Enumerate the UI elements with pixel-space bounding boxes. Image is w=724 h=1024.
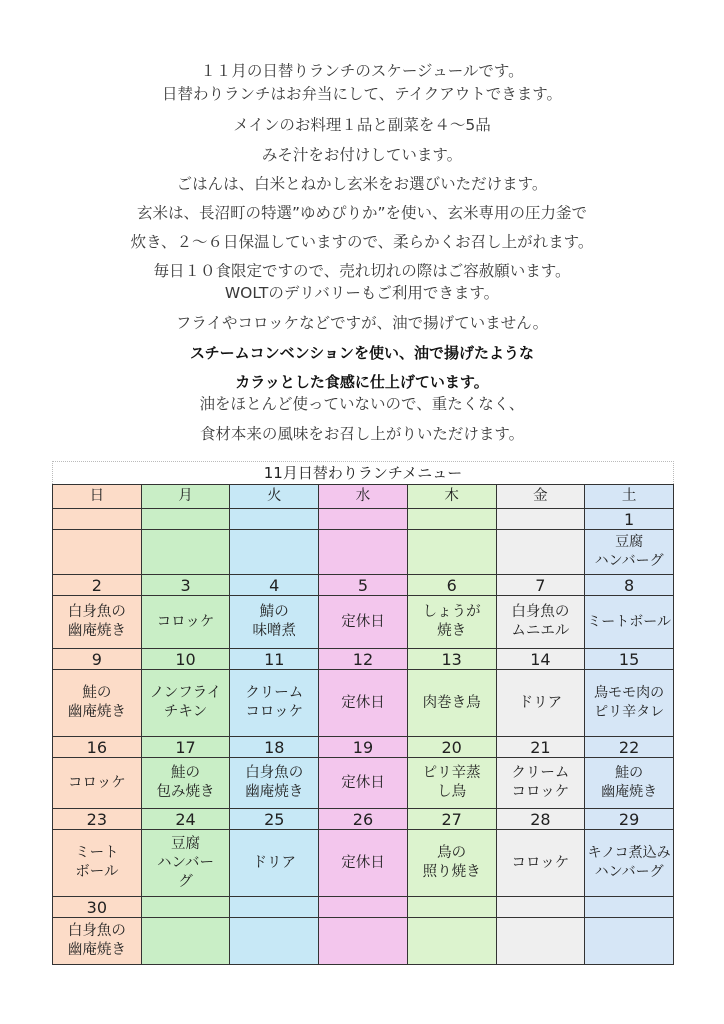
meal-row <box>53 670 674 737</box>
meal-cell <box>141 530 230 575</box>
day-number-row <box>53 575 674 596</box>
meal-cell: コロッケ <box>496 830 585 897</box>
meal-cell: 鳥モモ肉の ピリ辛タレ <box>585 670 674 737</box>
meal-cell: 鮭の 幽庵焼き <box>53 670 142 737</box>
day-number: 29 <box>585 809 674 830</box>
day-number <box>585 897 674 918</box>
meal-cell: キノコ煮込み ハンバーグ <box>585 830 674 897</box>
meal-row <box>53 830 674 897</box>
meal-row <box>53 758 674 809</box>
meal-row <box>53 596 674 649</box>
weekday-header: 土 <box>585 485 674 509</box>
intro-line: 日替わりランチはお弁当にして、テイクアウトできます。 <box>161 85 563 103</box>
meal-cell <box>496 918 585 965</box>
intro-line: １１月の日替りランチのスケージュールです。 <box>200 62 524 80</box>
weekday-header: 月 <box>141 485 230 509</box>
meal-cell <box>407 918 496 965</box>
day-number <box>319 897 408 918</box>
day-number: 11 <box>230 649 319 670</box>
intro-line: WOLTのデリバリーもご利用できます。 <box>224 284 500 302</box>
intro-line: メインのお料理１品と副菜を４～5品 <box>233 116 491 134</box>
meal-cell <box>230 530 319 575</box>
meal-cell: コロッケ <box>141 596 230 649</box>
meal-cell <box>319 530 408 575</box>
day-number <box>141 509 230 530</box>
meal-cell: コロッケ <box>53 758 142 809</box>
meal-row <box>53 530 674 575</box>
meal-cell: 定休日 <box>319 758 408 809</box>
meal-cell: ミート ボール <box>53 830 142 897</box>
meal-cell: 鮭の 包み焼き <box>141 758 230 809</box>
day-number <box>230 509 319 530</box>
meal-cell: ノンフライ チキン <box>141 670 230 737</box>
day-number: 18 <box>230 737 319 758</box>
day-number: 6 <box>407 575 496 596</box>
day-number: 16 <box>53 737 142 758</box>
day-number: 27 <box>407 809 496 830</box>
day-number: 23 <box>53 809 142 830</box>
day-number: 12 <box>319 649 408 670</box>
meal-cell: クリーム コロッケ <box>230 670 319 737</box>
meal-cell: ピリ辛蒸 し鳥 <box>407 758 496 809</box>
day-number-row <box>53 509 674 530</box>
meal-cell <box>53 530 142 575</box>
meal-cell: しょうが 焼き <box>407 596 496 649</box>
day-number: 2 <box>53 575 142 596</box>
menu-calendar <box>52 484 674 965</box>
meal-cell: 豆腐 ハンバー グ <box>141 830 230 897</box>
meal-cell: 肉巻き鳥 <box>407 670 496 737</box>
day-number <box>319 509 408 530</box>
intro-line: ごはんは、白米とねかし玄米をお選びいただけます。 <box>176 175 548 193</box>
meal-cell: 白身魚の ムニエル <box>496 596 585 649</box>
meal-cell <box>141 918 230 965</box>
weekday-header: 木 <box>407 485 496 509</box>
intro-line: 油をほとんど使っていないので、重たくなく、 <box>199 395 525 413</box>
lunch-menu <box>52 461 674 965</box>
menu-title: 11月日替わりランチメニュー <box>52 461 674 484</box>
meal-row <box>53 918 674 965</box>
meal-cell <box>585 918 674 965</box>
weekday-header-row <box>53 485 674 509</box>
day-number: 26 <box>319 809 408 830</box>
day-number: 19 <box>319 737 408 758</box>
day-number <box>230 897 319 918</box>
intro-line: カラッとした食感に仕上げています。 <box>235 373 489 391</box>
day-number-row <box>53 649 674 670</box>
intro-line: みそ汁をお付けしています。 <box>261 146 463 164</box>
meal-cell: 白身魚の 幽庵焼き <box>53 918 142 965</box>
day-number-row <box>53 809 674 830</box>
intro-line: 毎日１０食限定ですので、売れ切れの際はご容赦願います。 <box>153 262 571 280</box>
day-number: 24 <box>141 809 230 830</box>
intro-line: フライやコロッケなどですが、油で揚げていません。 <box>175 314 549 332</box>
meal-cell: 鳥の 照り焼き <box>407 830 496 897</box>
day-number <box>407 897 496 918</box>
meal-cell <box>319 918 408 965</box>
day-number: 9 <box>53 649 142 670</box>
meal-cell: クリーム コロッケ <box>496 758 585 809</box>
day-number: 17 <box>141 737 230 758</box>
weekday-header: 水 <box>319 485 408 509</box>
day-number: 7 <box>496 575 585 596</box>
day-number: 4 <box>230 575 319 596</box>
meal-cell: 白身魚の 幽庵焼き <box>53 596 142 649</box>
intro-line: 食材本来の風味をお召し上がりいただけます。 <box>199 425 525 443</box>
meal-cell: ミートボール <box>585 596 674 649</box>
meal-cell: 白身魚の 幽庵焼き <box>230 758 319 809</box>
day-number <box>496 897 585 918</box>
day-number-row <box>53 897 674 918</box>
day-number: 21 <box>496 737 585 758</box>
day-number <box>53 509 142 530</box>
meal-cell: ドリア <box>496 670 585 737</box>
day-number: 14 <box>496 649 585 670</box>
day-number: 5 <box>319 575 408 596</box>
weekday-header: 金 <box>496 485 585 509</box>
day-number: 10 <box>141 649 230 670</box>
meal-cell: 定休日 <box>319 670 408 737</box>
day-number: 1 <box>585 509 674 530</box>
meal-cell: 豆腐 ハンバーグ <box>585 530 674 575</box>
weekday-header: 火 <box>230 485 319 509</box>
day-number: 13 <box>407 649 496 670</box>
meal-cell <box>230 918 319 965</box>
meal-cell: 鯖の 味噌煮 <box>230 596 319 649</box>
intro-line: スチームコンベンションを使い、油で揚げたような <box>189 344 535 362</box>
meal-cell: 定休日 <box>319 830 408 897</box>
meal-cell <box>496 530 585 575</box>
day-number: 8 <box>585 575 674 596</box>
day-number: 22 <box>585 737 674 758</box>
intro-line: 玄米は、長沼町の特選”ゆめぴりか”を使い、玄米専用の圧力釜で <box>136 204 588 222</box>
meal-cell: 鮭の 幽庵焼き <box>585 758 674 809</box>
intro-line: 炊き、２～６日保温していますので、柔らかくお召し上がれます。 <box>130 233 594 251</box>
day-number <box>407 509 496 530</box>
day-number: 30 <box>53 897 142 918</box>
day-number <box>141 897 230 918</box>
day-number <box>496 509 585 530</box>
day-number: 25 <box>230 809 319 830</box>
day-number-row <box>53 737 674 758</box>
day-number: 20 <box>407 737 496 758</box>
meal-cell: 定休日 <box>319 596 408 649</box>
weekday-header: 日 <box>53 485 142 509</box>
day-number: 28 <box>496 809 585 830</box>
day-number: 15 <box>585 649 674 670</box>
day-number: 3 <box>141 575 230 596</box>
meal-cell <box>407 530 496 575</box>
meal-cell: ドリア <box>230 830 319 897</box>
